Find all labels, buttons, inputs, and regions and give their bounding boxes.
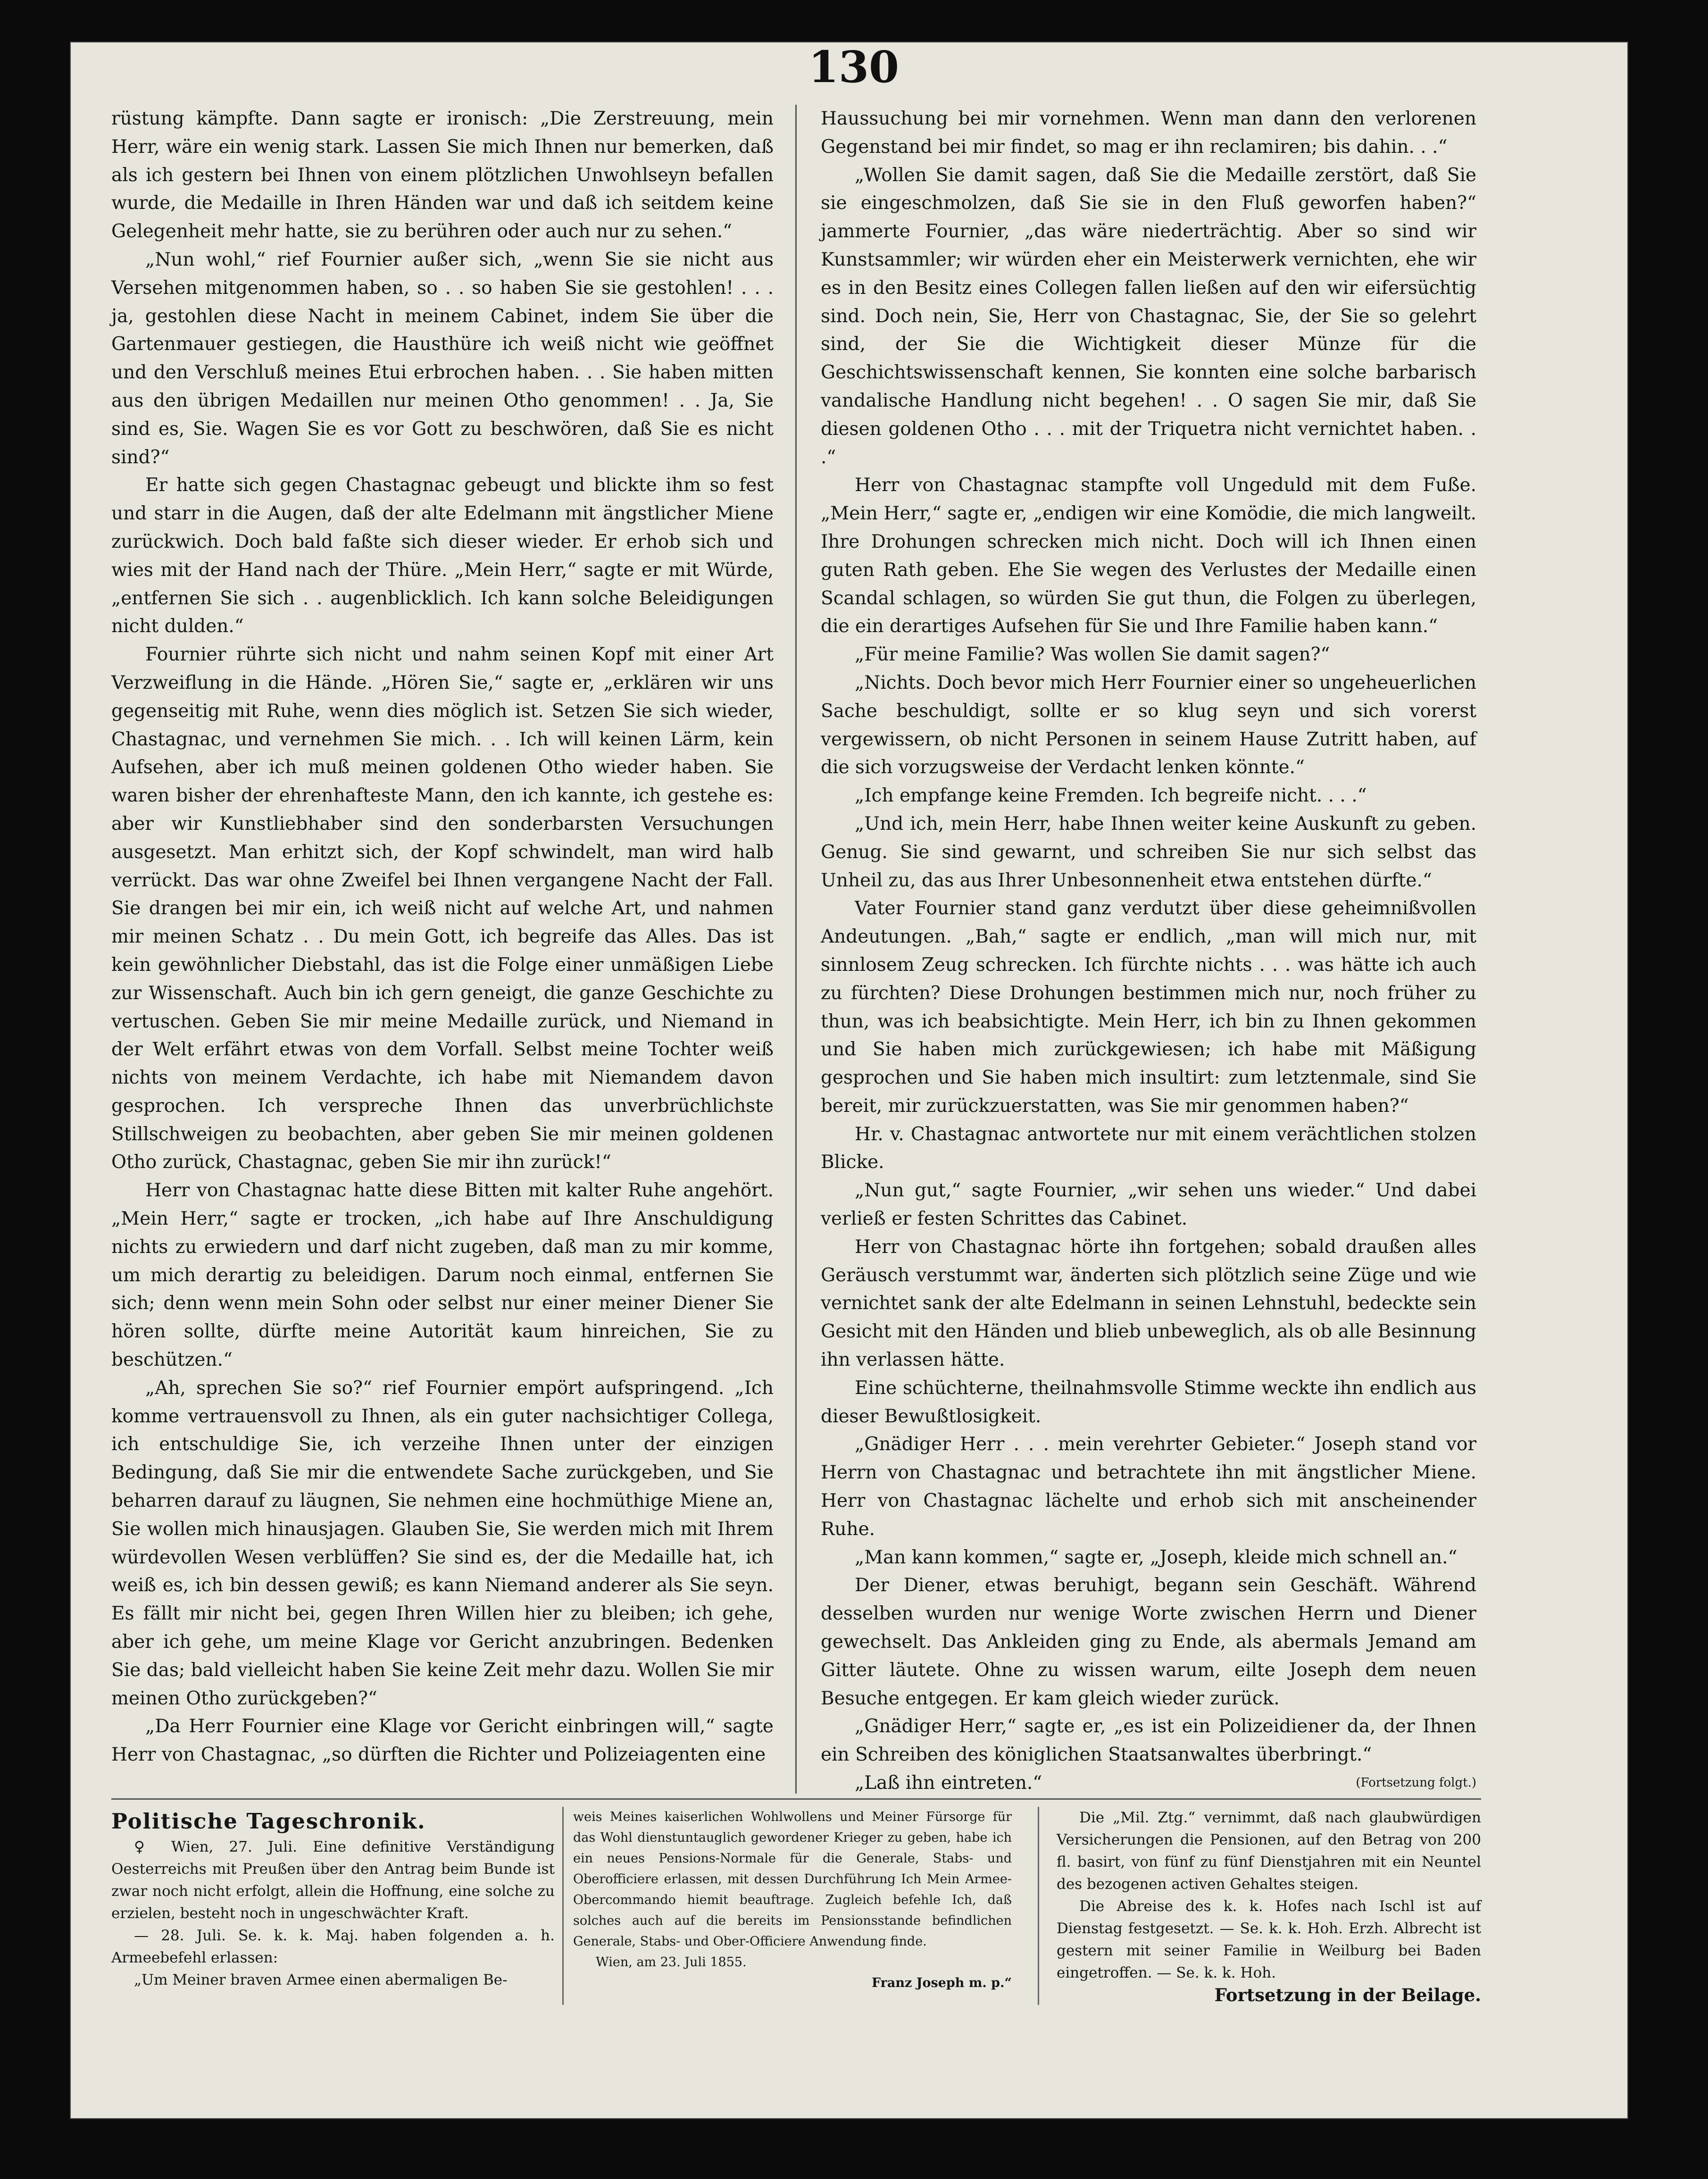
paragraph: „Nichts. Doch bevor mich Herr Fournier einer so ungeheuerlichen Sache beschuldigt, sollte er so klug seyn und sich vorerst vergewissern, ob nicht Personen in seinem Hause Zutritt haben, auf die sich vorzugsweise der Verdacht lenken könnte.“ bbox=[821, 672, 1476, 778]
paragraph: Hr. v. Chastagnac antwortete nur mit einem verächtlichen stolzen Blicke. bbox=[821, 1123, 1476, 1173]
paragraph: Eine schüchterne, theilnahmsvolle Stimme weckte ihn endlich aus dieser Bewußtlosigkeit. bbox=[821, 1377, 1476, 1427]
closing-line: „Laß ihn eintreten.“ bbox=[855, 1772, 1042, 1794]
paragraph: Der Diener, etwas beruhigt, begann sein Geschäft. Während desselben wurden nur wenige Worte zwischen Herrn und Diener gewechselt. Das Ankleiden ging zu Ende, als abermals Jemand am Gitter läutete. Ohne zu wissen warum, eilte Joseph dem neuen Besuche entgegen. Er kam gleich wieder zurück. bbox=[821, 1575, 1476, 1709]
chronicle-column-3 bbox=[1057, 1807, 1481, 2005]
chronicle-column-1 bbox=[111, 1807, 555, 2005]
paragraph: „Nun gut,“ sagte Fournier, „wir sehen uns wieder.“ Und dabei verließ er festen Schrittes das Cabinet. bbox=[821, 1180, 1476, 1230]
continuation-note: Fortsetzung in der Beilage. bbox=[1214, 1985, 1481, 2005]
paragraph: Fournier rührte sich nicht und nahm seinen Kopf mit einer Art Verzweiflung in die Hände. „Hören Sie,“ sagte er, „erklären wir uns gegenseitig mit Ruhe, wenn dies möglich ist. Setzen Sie sich wieder, Chastagnac, und vernehmen Sie mich. . . Ich will keinen Lärm, kein Aufsehen, aber ich muß meinen goldenen Otho wieder haben. Sie waren bisher der ehrenhafteste Mann, den ich kannte, ich gestehe es: aber wir Kunstliebhaber sind den sonderbarsten Versuchungen ausgesetzt. Man erhitzt sich, der Kopf schwindelt, man wird halb verrückt. Das war ohne Zweifel bei Ihnen vergangene Nacht der Fall. Sie drangen bei mir ein, ich weiß nicht auf welche Art, und nahmen mir meinen Schatz . . Du mein Gott, ich begreife das Alles. Das ist kein gewöhnlicher Diebstahl, das ist die Folge einer unmäßigen Liebe zur Wissenschaft. Auch bin ich gern geneigt, die ganze Geschichte zu vertuschen. Geben Sie mir meine Medaille zurück, und Niemand in der Welt erfährt etwas von dem Vorfall. Selbst meine Tochter weiß nichts von meinem Verdachte, ich habe mit Niemandem davon gesprochen. Ich verspreche Ihnen das unverbrüchlichste Stillschweigen zu beobachten, aber geben Sie mir meinen goldenen Otho zurück, Chastagnac, geben Sie mir ihn zurück!“ bbox=[111, 644, 774, 1173]
paragraph: Herr von Chastagnac stampfte voll Ungeduld mit dem Fuße. „Mein Herr,“ sagte er, „endigen wir eine Komödie, die mich langweilt. Ihre Drohungen schrecken mich nicht. Doch will ich Ihnen einen guten Rath geben. Ehe Sie wegen des Verlustes der Medaille einen Scandal schlagen, so würden Sie gut thun, die Folgen zu überlegen, die ein derartiges Aufsehen für Sie und Ihre Familie haben kann.“ bbox=[821, 475, 1476, 637]
section-title: Politische Tageschronik. bbox=[111, 1809, 426, 1834]
paragraph: „Für meine Familie? Was wollen Sie damit sagen?“ bbox=[855, 644, 1330, 666]
paragraph: rüstung kämpfte. Dann sagte er ironisch: „Die Zerstreuung, mein Herr, wäre ein wenig stark. Lassen Sie mich Ihnen nur bemerken, daß als ich gestern bei Ihnen von einem plötzlichen Unwohlseyn befallen wurde, die Medaille in Ihren Händen war und daß ich seitdem keine Gelegenheit mehr hatte, sie zu berühren oder auch nur zu sehen.“ bbox=[111, 108, 774, 242]
paragraph: „Wollen Sie damit sagen, daß Sie die Medaille zerstört, daß Sie sie eingeschmolzen, daß Sie sie in den Fluß geworfen haben?“ jammerte Fournier, „das wäre niederträchtig. Aber so sind wir Kunstsammler; wir würden eher ein Meisterwerk vernichten, ehe wir es in den Besitz eines Collegen fallen ließen auf den wir eifersüchtig sind. Doch nein, Sie, Herr von Chastagnac, Sie, der Sie so gelehrt sind, der Sie die Wichtigkeit dieser Münze für die Geschichtswissenschaft kennen, Sie konnten eine solche barbarisch vandalische Handlung nicht begehen! . . O sagen Sie mir, daß Sie diesen goldenen Otho . . . mit der Triquetra nicht vernichtet haben. . .“ bbox=[821, 164, 1476, 468]
article-right-column bbox=[821, 105, 1476, 1794]
chronicle-column-2 bbox=[573, 1807, 1012, 2005]
news-item: „Um Meiner braven Armee einen abermaligen Be- bbox=[134, 1971, 508, 1988]
news-item: Die „Mil. Ztg.“ vernimmt, daß nach glaubwürdigen Versicherungen die Pensionen, auf den Betrag von 200 fl. basirt, von fünf zu fünf Dienstjahren mit ein Neuntel des bezogenen activen Gehaltes steigen. bbox=[1057, 1809, 1481, 1893]
news-item: weis Meines kaiserlichen Wohlwollens und Meiner Fürsorge für das Wohl dienstuntauglich gewordener Krieger zu geben, habe ich ein neues Pensions-Normale für die Generale, Stabs- und Oberofficiere erlassen, mit dessen Durchführung Ich Mein Armee-Obercommando hiemit beauftrage. Zugleich befehle Ich, daß solches auch auf die bereits im Pensionsstande befindlichen Generale, Stabs- und Ober-Officiere Anwendung finde. bbox=[573, 1810, 1012, 1949]
paragraph: Herr von Chastagnac hörte ihn fortgehen; sobald draußen alles Geräusch verstummt war, änderten sich plötzlich seine Züge und wie vernichtet sank der alte Edelmann in seinen Lehnstuhl, bedeckte sein Gesicht mit den Händen und blieb unbeweglich, als ob alle Besinnung ihn verlassen hätte. bbox=[821, 1236, 1476, 1371]
paragraph: „Ah, sprechen Sie so?“ rief Fournier empört aufspringend. „Ich komme vertrauensvoll zu Ihnen, als ein guter nachsichtiger Collega, ich entschuldige Sie, ich verzeihe Ihnen unter der einzigen Bedingung, daß Sie mir die entwendete Sache zurückgeben, und Sie beharren darauf zu läugnen, Sie nehmen eine hochmüthige Miene an, Sie wollen mich hinausjagen. Glauben Sie, Sie werden mich mit Ihrem würdevollen Wesen verblüffen? Sie sind es, der die Medaille hat, ich weiß es, ich bin dessen gewiß; es kann Niemand anderer als Sie seyn. Es fällt mir nicht bei, gegen Ihren Willen hier zu bleiben; ich gehe, aber ich gehe, um meine Klage vor Gericht anzubringen. Bedenken Sie das; bald vielleicht haben Sie keine Zeit mehr dazu. Wollen Sie mir meinen Otho zurückgeben?“ bbox=[111, 1377, 774, 1709]
paragraph: „Man kann kommen,“ sagte er, „Joseph, kleide mich schnell an.“ bbox=[855, 1546, 1458, 1568]
paragraph: „Ich empfange keine Fremden. Ich begreife nicht. . . .“ bbox=[855, 785, 1367, 807]
to-be-continued-note: (Fortsetzung folgt.) bbox=[1356, 1776, 1476, 1790]
news-item: ♀ Wien, 27. Juli. Eine definitive Verständigung Oesterreichs mit Preußen über den Antrag beim Bunde ist zwar noch nicht erfolgt, allein die Hoffnung, eine solche zu erzielen, besteht noch in ungeschwächter Kraft. bbox=[111, 1838, 555, 1922]
article-left-column bbox=[111, 105, 774, 1789]
column-divider bbox=[795, 105, 797, 1794]
paragraph: „Nun wohl,“ rief Fournier außer sich, „wenn Sie sie nicht aus Versehen mitgenommen haben, so . . so haben Sie sie gestohlen! . . . ja, gestohlen diese Nacht in meinem Cabinet, indem Sie über die Gartenmauer gestiegen, die Hausthüre ich weiß nicht wie geöffnet und den Verschluß meines Etui erbrochen haben. . . Sie haben mitten aus den übrigen Medaillen nur meinen Otho genommen! . . Ja, Sie sind es, Sie. Wagen Sie es vor Gott zu beschwören, daß Sie es nicht sind?“ bbox=[111, 249, 774, 468]
paragraph: „Da Herr Fournier eine Klage vor Gericht einbringen will,“ sagte Herr von Chastagnac, „so dürften die Richter und Polizeiagenten eine bbox=[111, 1716, 774, 1766]
paragraph: Herr von Chastagnac hatte diese Bitten mit kalter Ruhe angehört. „Mein Herr,“ sagte er trocken, „ich habe auf Ihre Anschuldigung nichts zu erwiedern und darf nicht zugeben, daß man zu mir komme, um mich derartig zu beleidigen. Darum noch einmal, entfernen Sie sich; denn wenn mein Sohn oder selbst nur einer meiner Diener Sie hören sollte, dürfte meine Autorität kaum hinreichen, Sie zu beschützen.“ bbox=[111, 1180, 774, 1371]
date-line: Wien, am 23. Juli 1855. bbox=[596, 1955, 747, 1970]
paragraph bbox=[821, 1769, 1476, 1797]
signature: Franz Joseph m. p.“ bbox=[871, 1976, 1012, 1990]
news-item: Die Abreise des k. k. Hofes nach Ischl ist auf Dienstag festgesetzt. — Se. k. k. Hoh. Erzh. Albrecht ist gestern mit seiner Familie in Weilburg bei Baden eingetroffen. — Se. k. k. Hoh. bbox=[1057, 1898, 1481, 1981]
paragraph: „Und ich, mein Herr, habe Ihnen weiter keine Auskunft zu geben. Genug. Sie sind gewarnt, und schreiben Sie nur sich selbst das Unheil zu, das aus Ihrer Unbesonnenheit etwa entstehen dürfte.“ bbox=[821, 813, 1476, 891]
page-number: 130 bbox=[808, 42, 900, 92]
paragraph: „Gnädiger Herr,“ sagte er, „es ist ein Polizeidiener da, der Ihnen ein Schreiben des königlichen Staatsanwaltes überbringt.“ bbox=[821, 1716, 1476, 1766]
paragraph: Vater Fournier stand ganz verdutzt über diese geheimnißvollen Andeutungen. „Bah,“ sagte er endlich, „man will mich nur, mit sinnlosem Zeug schrecken. Ich fürchte nichts . . . was hätte ich auch zu fürchten? Diese Drohungen bestimmen mich nur, noch früher zu thun, was ich beabsichtigte. Mein Herr, ich bin zu Ihnen gekommen und Sie haben mich zurückgewiesen; ich habe mit Mäßigung gesprochen und Sie haben mich insultirt: zum letztenmale, sind Sie bereit, mir zurückzuerstatten, was Sie mir genommen haben?“ bbox=[821, 898, 1476, 1117]
paragraph: Haussuchung bei mir vornehmen. Wenn man dann den verlorenen Gegenstand bei mir findet, so mag er ihn reclamiren; bis dahin. . .“ bbox=[821, 108, 1476, 158]
paragraph: „Gnädiger Herr . . . mein verehrter Gebieter.“ Joseph stand vor Herrn von Chastagnac und betrachtete ihn mit ängstlicher Miene. Herr von Chastagnac lächelte und erhob sich mit anscheinender Ruhe. bbox=[821, 1434, 1476, 1540]
news-item: — 28. Juli. Se. k. k. Maj. haben folgenden a. h. Armeebefehl erlassen: bbox=[111, 1927, 555, 1966]
section-divider bbox=[111, 1798, 1481, 1800]
column-divider bbox=[1038, 1807, 1039, 2005]
paragraph: Er hatte sich gegen Chastagnac gebeugt und blickte ihm so fest und starr in die Augen, daß der alte Edelmann mit ängstlicher Miene zurückwich. Doch bald faßte sich dieser wieder. Er erhob sich und wies mit der Hand nach der Thüre. „Mein Herr,“ sagte er mit Würde, „entfernen Sie sich . . augenblicklich. Ich kann solche Beleidigungen nicht dulden.“ bbox=[111, 475, 774, 637]
column-divider bbox=[562, 1807, 564, 2005]
